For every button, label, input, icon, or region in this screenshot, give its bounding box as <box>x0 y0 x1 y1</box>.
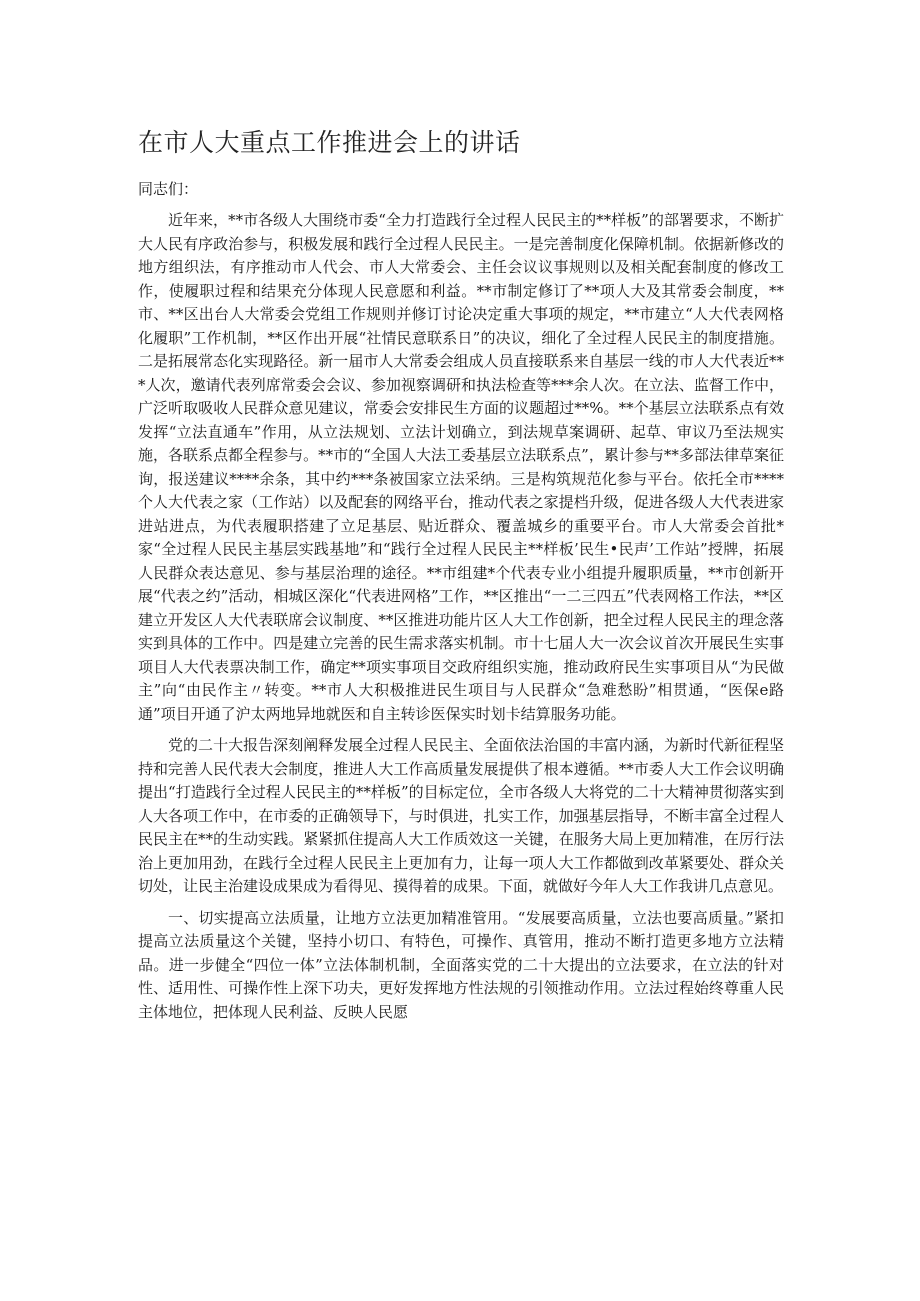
document-title: 在市人大重点工作推进会上的讲话 <box>138 128 521 157</box>
paragraph-3: 一、切实提高立法质量，让地方立法更加精准管用。“发展要高质量，立法也要高质量。”紧扣提高立法质量这个关键，坚持小切口、有特色，可操作、真管用，推动不断打造更多地方立法精品。进一步健全“四位一体”立法体制机制，全面落实党的二十大提出的立法要求，在立法的针对性、适用性、可操作性上深下功夫，更好发挥地方性法规的引领推动作用。立法过程始终尊重人民主体地位，把体现人民利益、反映人民愿 <box>138 908 784 1021</box>
paragraph-1: 近年来，**市各级人大围绕市委“全力打造践行全过程人民民主的**样板”的部署要求，不断扩大人民有序政治参与，积极发展和践行全过程人民民主。一是完善制度化保障机制。依据新修改的地方组织法，有序推动市人代会、市人大常委会、主任会议议事规则以及相关配套制度的修改工作，使履职过程和结果充分体现人民意愿和利益。**市制定修订了**项人大及其常委会制度，**市、**区出台人大常委会党组工作规则并修订讨论决定重大事项的规定，**市建立“人大代表网格化履职”工作机制，**区作出开展“社情民意联系日”的决议，细化了全过程人民民主的制度措施。二是拓展常态化实现路径。新一届市人大常委会组成人员直接联系来自基层一线的市人大代表近***人次，邀请代表列席常委会会议、参加视察调研和执法检查等***余人次。在立法、监督工作中，广泛听取吸收人民群众意见建议，常委会安排民生方面的议题超过**%。**个基层立法联系点有效发挥“立法直通车”作用，从立法规划、立法计划确立，到法规草案调研、起草、审议乃至法规实施，各联系点都全程参与。**市的“全国人大法工委基层立法联系点”，累计参与**多部法律草案征询，报送建议****余条，其中约***条被国家立法采纳。三是构筑规范化参与平台。依托全市****个人大代表之家（工作站）以及配套的网络平台，推动代表之家提档升级，促进各级人大代表进家进站进点，为代表履职搭建了立足基层、贴近群众、覆盖城乡的重要平台。市人大常委会首批*家“全过程人民民主基层实践基地”和“践行全过程人民民主**样板’民生•民声’工作站”授牌，拓展人民群众表达意见、参与基层治理的途径。**市组建*个代表专业小组提升履职质量，**市创新开展“代表之约”活动，相城区深化“代表进网格”工作，**区推出“一二三四五”代表网格工作法，**区建立开发区人大代表联席会议制度、**区推进功能片区人大工作创新，把全过程人民民主的理念落实到具体的工作中。四是建立完善的民生需求落实机制。市十七届人大一次会议首次开展民生实事项目人大代表票决制工作，确定**项实事项目交政府组织实施，推动政府民生实事项目从“为民做主”向“由民作主〃转变。**市人大积极推进民生项目与人民群众“急难愁盼”相贯通，“医保e路通”项目开通了沪太两地异地就医和自主转诊医保实时划卡结算服务功能。 <box>138 211 785 723</box>
paragraph-2: 党的二十大报告深刻阐释发展全过程人民民主、全面依法治国的丰富内涵，为新时代新征程坚持和完善人民代表大会制度，推进人大工作高质量发展提供了根本遵循。**市委人大工作会议明确提出“打造践行全过程人民民主的**样板”的目标定位，全市各级人大将党的二十大精神贯彻落实到人大各项工作中，在市委的正确领导下，与时俱进，扎实工作，加强基层指导，不断丰富全过程人民民主在**的生动实践。紧紧抓住提高人大工作质效这一关键，在服务大局上更加精准，在厉行法治上更加用劲，在践行全过程人民民主上更加有力，让每一项人大工作都做到改革紧要处、群众关切处，让民主治建设成果成为看得见、摸得着的成果。下面，就做好今年人大工作我讲几点意见。 <box>138 736 784 895</box>
salutation: 同志们： <box>138 180 199 198</box>
document-page <box>138 120 784 1024</box>
